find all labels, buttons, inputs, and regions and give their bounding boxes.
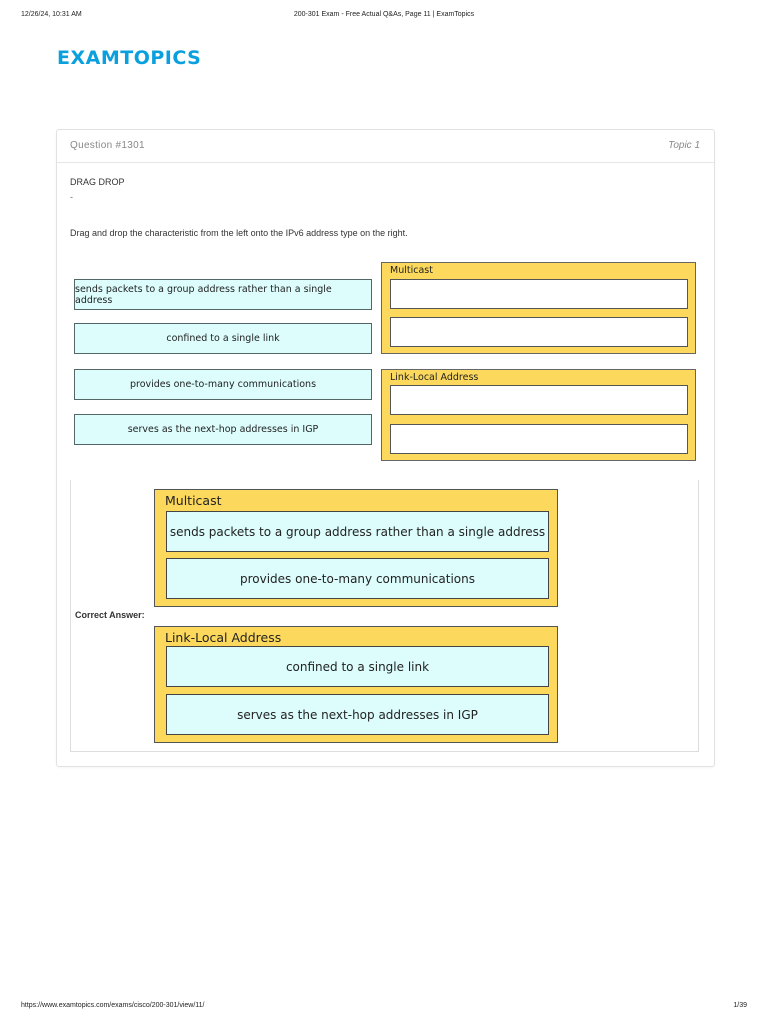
answer-item: sends packets to a group address rather than a single address <box>166 511 549 552</box>
answer-item: serves as the next-hop addresses in IGP <box>166 694 549 735</box>
answer-group-title: Link-Local Address <box>165 630 282 645</box>
target-group-link-local <box>381 369 696 461</box>
question-number: Question #1301 <box>70 140 145 151</box>
target-slot <box>390 385 688 415</box>
answer-group-multicast <box>154 489 558 607</box>
target-group-multicast <box>381 262 696 354</box>
source-item: sends packets to a group address rather than a single address <box>74 279 372 310</box>
source-item: provides one-to-many communications <box>74 369 372 400</box>
print-page-title: 200-301 Exam - Free Actual Q&As, Page 11 | ExamTopics <box>293 11 475 18</box>
print-url: https://www.examtopics.com/exams/cisco/200-301/view/11/ <box>21 1002 205 1009</box>
question-card-header <box>57 130 714 163</box>
answer-group-link-local <box>154 626 558 743</box>
question-topic: Topic 1 <box>668 140 700 151</box>
target-title: Multicast <box>390 265 433 276</box>
source-item: confined to a single link <box>74 323 372 354</box>
source-item: serves as the next-hop addresses in IGP <box>74 414 372 445</box>
print-page-number: 1/39 <box>733 1002 747 1009</box>
question-type: DRAG DROP <box>70 177 125 187</box>
target-slot <box>390 279 688 309</box>
question-dash: - <box>70 192 73 202</box>
target-slot <box>390 424 688 454</box>
answer-item: provides one-to-many communications <box>166 558 549 599</box>
print-datetime: 12/26/24, 10:31 AM <box>21 11 82 18</box>
answer-group-title: Multicast <box>165 493 222 508</box>
question-instruction: Drag and drop the characteristic from the left onto the IPv6 address type on the right. <box>70 228 408 238</box>
target-slot <box>390 317 688 347</box>
target-title: Link-Local Address <box>390 372 479 383</box>
answer-item: confined to a single link <box>166 646 549 687</box>
logo-text: EXAMTOPICS <box>57 47 202 69</box>
correct-answer-label: Correct Answer: <box>75 610 145 620</box>
examtopics-logo[interactable] <box>57 44 201 72</box>
